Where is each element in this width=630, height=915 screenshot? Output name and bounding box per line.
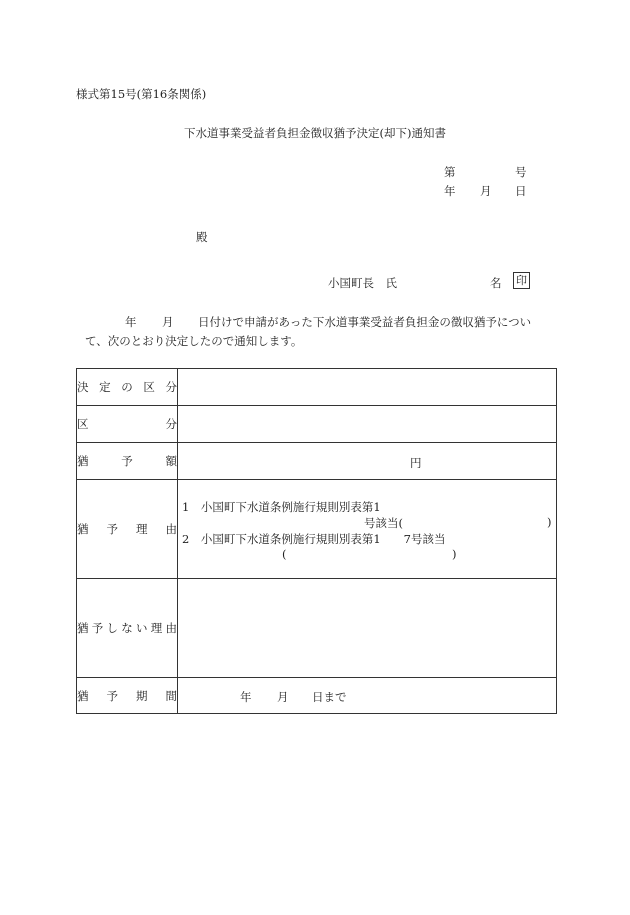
- decision-value: [178, 369, 557, 406]
- period-label: 猶 予 期 間: [77, 688, 177, 703]
- document-title: 下水道事業受益者負担金徴収猶予決定(却下)通知書: [184, 126, 446, 140]
- table-row-no-defer: [77, 579, 557, 678]
- amount-unit: 円: [410, 456, 422, 470]
- reason-item2-close: ): [452, 547, 457, 561]
- body-year: 年: [125, 315, 137, 329]
- date-month: 月: [480, 184, 492, 198]
- no-defer-value: [178, 579, 557, 678]
- seal-stamp-box: 印: [513, 272, 530, 289]
- period-month: 月: [277, 690, 289, 704]
- table-row-decision: [77, 369, 557, 406]
- amount-value: [178, 443, 557, 480]
- doc-number-suffix: 号: [515, 165, 527, 179]
- period-day: 日まで: [312, 690, 347, 704]
- reason-item1-line2: 号該当(: [364, 516, 403, 530]
- sender-name-label: 名: [490, 276, 502, 290]
- category-label: 区 分: [77, 417, 177, 431]
- table-row-amount: [77, 443, 557, 480]
- table-row-category: [77, 406, 557, 443]
- body-line2: て、次のとおり決定したので通知します。: [85, 334, 303, 348]
- body-month: 月: [162, 315, 174, 329]
- form-number: 様式第15号(第16条関係): [76, 87, 207, 101]
- date-year: 年: [444, 184, 456, 198]
- no-defer-label: 猶 予 し な い 理 由: [77, 621, 177, 635]
- table-row-period: [77, 678, 557, 714]
- date-day: 日: [515, 184, 527, 198]
- reason-label: 猶 予 理 由: [77, 522, 177, 536]
- period-year: 年: [240, 690, 252, 704]
- period-value: [178, 678, 557, 714]
- table-row-reason: [77, 480, 557, 579]
- decision-label: 決 定 の 区 分: [77, 380, 177, 394]
- addressee-honorific: 殿: [196, 230, 208, 244]
- notice-table: [76, 368, 557, 714]
- category-value: [178, 406, 557, 443]
- doc-number-label: 第: [444, 165, 456, 179]
- sender-title: 小国町長 氏: [328, 276, 397, 290]
- reason-item2-line2: (: [282, 547, 287, 561]
- reason-item1-close: ): [547, 515, 552, 529]
- reason-item1-line1: 1 小国町下水道条例施行規則別表第1: [182, 500, 381, 514]
- reason-value: [178, 480, 557, 579]
- amount-label: 猶 予 額: [77, 454, 177, 468]
- body-line1: 日付けで申請があった下水道事業受益者負担金の徴収猶予につい: [198, 315, 532, 329]
- reason-item2-line1: 2 小国町下水道条例施行規則別表第1 7号該当: [182, 532, 446, 546]
